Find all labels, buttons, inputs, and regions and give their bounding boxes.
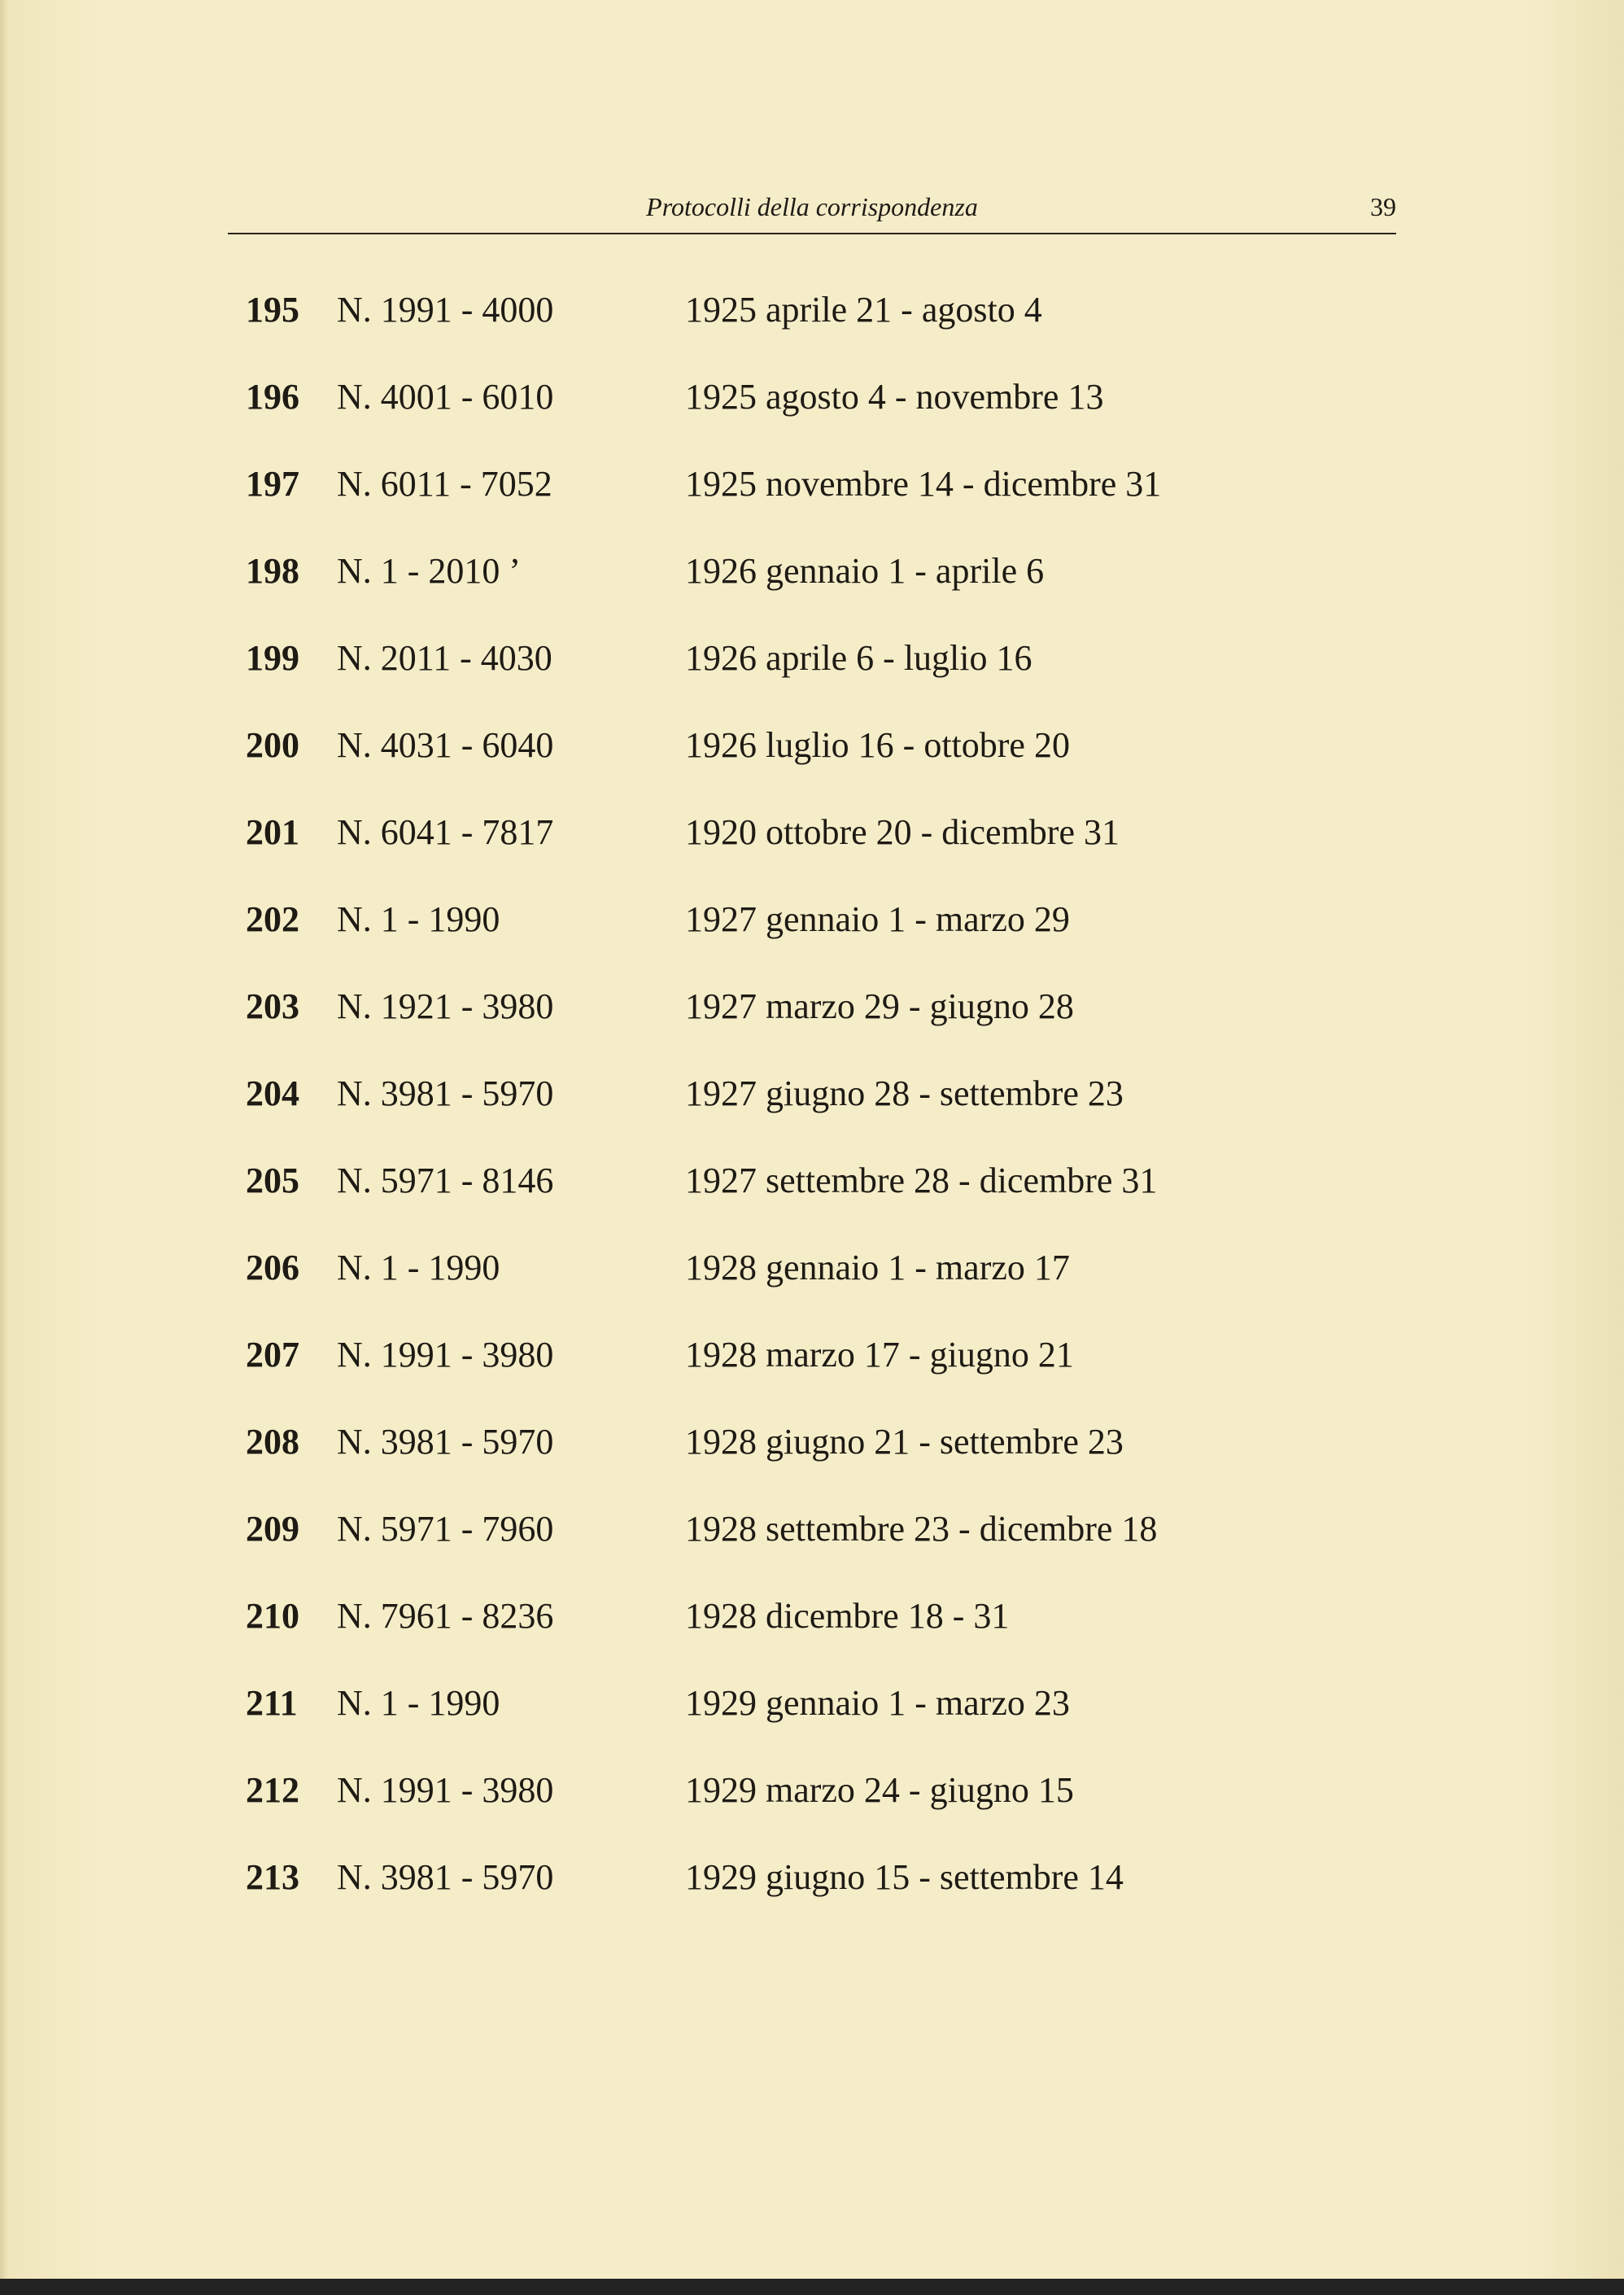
register-number: 198 xyxy=(246,551,299,591)
register-row xyxy=(0,459,1624,546)
protocol-range: N. 2011 - 4030 xyxy=(337,638,552,678)
date-range: 1926 aprile 6 - luglio 16 xyxy=(685,638,1032,678)
protocol-range: N. 1991 - 3980 xyxy=(337,1335,554,1375)
page-title: Protocolli della corrispondenza xyxy=(646,192,978,221)
register-row xyxy=(0,1678,1624,1765)
register-row xyxy=(0,1156,1624,1243)
register-number: 195 xyxy=(246,290,299,330)
date-range: 1929 giugno 15 - settembre 14 xyxy=(685,1857,1124,1897)
protocol-range: N. 1 - 2010 ’ xyxy=(337,551,522,591)
date-range: 1929 marzo 24 - giugno 15 xyxy=(685,1770,1074,1810)
date-range: 1928 settembre 23 - dicembre 18 xyxy=(685,1509,1158,1549)
register-row xyxy=(0,1504,1624,1591)
register-number: 197 xyxy=(246,464,299,504)
register-row xyxy=(0,1243,1624,1330)
register-row xyxy=(0,1417,1624,1504)
protocol-range: N. 3981 - 5970 xyxy=(337,1857,554,1897)
protocol-range: N. 1921 - 3980 xyxy=(337,986,554,1026)
register-number: 201 xyxy=(246,812,299,852)
register-number: 210 xyxy=(246,1596,299,1636)
register-number: 209 xyxy=(246,1509,299,1549)
protocol-range: N. 5971 - 7960 xyxy=(337,1509,554,1549)
register-row xyxy=(0,807,1624,894)
register-list xyxy=(0,285,1624,1939)
register-row xyxy=(0,633,1624,720)
protocol-range: N. 5971 - 8146 xyxy=(337,1161,554,1200)
register-row xyxy=(0,981,1624,1069)
register-number: 196 xyxy=(246,377,299,417)
register-number: 206 xyxy=(246,1248,299,1287)
protocol-range: N. 1 - 1990 xyxy=(337,899,500,939)
protocol-range: N. 1 - 1990 xyxy=(337,1248,500,1287)
register-row xyxy=(0,546,1624,633)
date-range: 1927 giugno 28 - settembre 23 xyxy=(685,1073,1124,1113)
date-range: 1927 gennaio 1 - marzo 29 xyxy=(685,899,1070,939)
date-range: 1928 giugno 21 - settembre 23 xyxy=(685,1422,1124,1462)
register-row xyxy=(0,285,1624,372)
date-range: 1926 luglio 16 - ottobre 20 xyxy=(685,725,1070,765)
protocol-range: N. 3981 - 5970 xyxy=(337,1422,554,1462)
protocol-range: N. 1991 - 3980 xyxy=(337,1770,554,1810)
register-number: 207 xyxy=(246,1335,299,1375)
register-number: 200 xyxy=(246,725,299,765)
register-number: 212 xyxy=(246,1770,299,1810)
register-row xyxy=(0,720,1624,807)
register-number: 204 xyxy=(246,1073,299,1113)
protocol-range: N. 4001 - 6010 xyxy=(337,377,554,417)
date-range: 1926 gennaio 1 - aprile 6 xyxy=(685,551,1045,591)
register-number: 213 xyxy=(246,1857,299,1897)
scan-bottom-edge xyxy=(0,2279,1624,2295)
register-number: 203 xyxy=(246,986,299,1026)
date-range: 1925 aprile 21 - agosto 4 xyxy=(685,290,1042,330)
page-number: 39 xyxy=(1370,192,1396,221)
date-range: 1925 novembre 14 - dicembre 31 xyxy=(685,464,1162,504)
protocol-range: N. 1991 - 4000 xyxy=(337,290,554,330)
protocol-range: N. 6041 - 7817 xyxy=(337,812,554,852)
header-rule xyxy=(228,233,1396,234)
protocol-range: N. 6011 - 7052 xyxy=(337,464,552,504)
register-row xyxy=(0,1852,1624,1939)
date-range: 1925 agosto 4 - novembre 13 xyxy=(685,377,1104,417)
register-number: 205 xyxy=(246,1161,299,1200)
date-range: 1920 ottobre 20 - dicembre 31 xyxy=(685,812,1120,852)
register-row xyxy=(0,1765,1624,1852)
date-range: 1929 gennaio 1 - marzo 23 xyxy=(685,1683,1070,1723)
date-range: 1927 settembre 28 - dicembre 31 xyxy=(685,1161,1158,1200)
protocol-range: N. 7961 - 8236 xyxy=(337,1596,554,1636)
register-row xyxy=(0,372,1624,459)
register-row xyxy=(0,1330,1624,1417)
running-header xyxy=(228,192,1396,233)
date-range: 1928 gennaio 1 - marzo 17 xyxy=(685,1248,1070,1287)
register-row xyxy=(0,1591,1624,1678)
register-number: 202 xyxy=(246,899,299,939)
register-row xyxy=(0,1069,1624,1156)
register-number: 208 xyxy=(246,1422,299,1462)
register-number: 211 xyxy=(246,1683,298,1723)
register-row xyxy=(0,894,1624,981)
register-number: 199 xyxy=(246,638,299,678)
date-range: 1928 dicembre 18 - 31 xyxy=(685,1596,1010,1636)
protocol-range: N. 4031 - 6040 xyxy=(337,725,554,765)
date-range: 1927 marzo 29 - giugno 28 xyxy=(685,986,1074,1026)
date-range: 1928 marzo 17 - giugno 21 xyxy=(685,1335,1074,1375)
protocol-range: N. 1 - 1990 xyxy=(337,1683,500,1723)
protocol-range: N. 3981 - 5970 xyxy=(337,1073,554,1113)
